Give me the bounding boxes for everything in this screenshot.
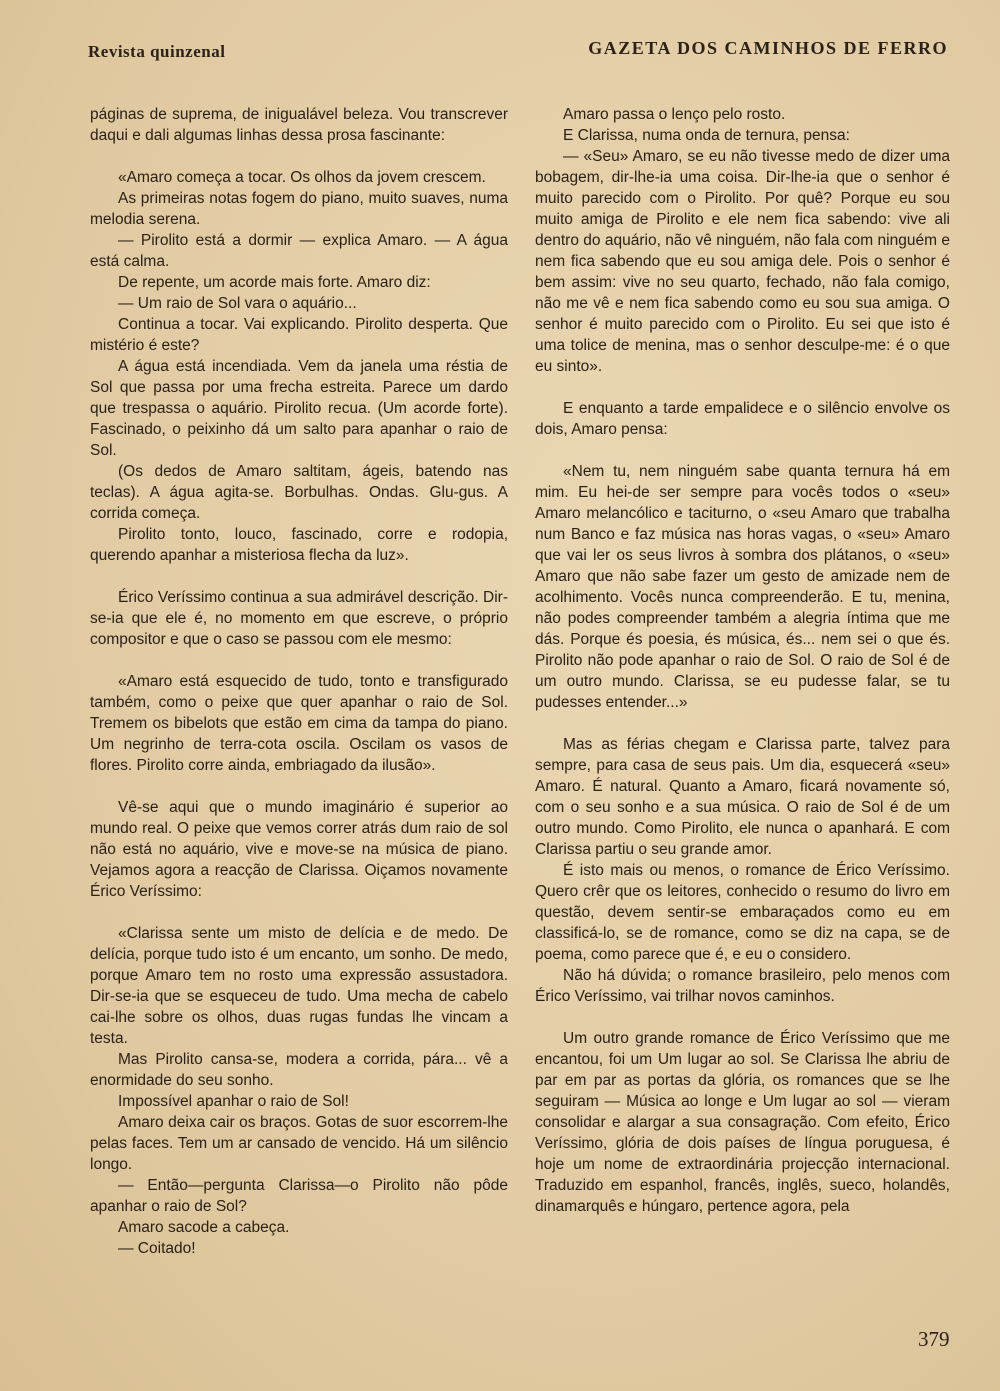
paragraph-gap xyxy=(90,776,508,797)
paragraph-gap xyxy=(90,566,508,587)
paragraph: Não há dúvida; o romance brasileiro, pelo menos com Érico Veríssimo, vai trilhar novos caminhos. xyxy=(535,967,950,1005)
paragraph-gap xyxy=(535,377,950,398)
paragraph-gap xyxy=(535,713,950,734)
paragraph: Pirolito tonto, louco, fascinado, corre e rodopia, querendo apanhar a misteriosa flecha da luz». xyxy=(90,526,508,564)
paragraph: — Coitado! xyxy=(118,1240,196,1257)
paragraph: As primeiras notas fogem do piano, muito suaves, numa melodia serena. xyxy=(90,190,508,228)
paragraph: Vê-se aqui que o mundo imaginário é superior ao mundo real. O peixe que vemos correr atrás dum raio de sol não está no aquário, vive e move-se na música de piano. Vejamos agora a reacção de Clarissa. Oiçamos novamente Érico Veríssimo: xyxy=(90,799,508,900)
paragraph: «Amaro está esquecido de tudo, tonto e transfigurado também, como o peixe que quer apanhar o raio de Sol. Tremem os bibelots que estão em cima da tampa do piano. Um negrinho de terra-cota oscila. Oscilam os vasos de flores. Pirolito corre ainda, embriagado da ilusão». xyxy=(90,673,508,774)
paragraph: E Clarissa, numa onda de ternura, pensa: xyxy=(563,127,850,144)
paragraph: De repente, um acorde mais forte. Amaro diz: xyxy=(118,274,431,291)
paragraph: Amaro passa o lenço pelo rosto. xyxy=(563,106,786,123)
paragraph: Amaro deixa cair os braços. Gotas de suor escorrem-lhe pelas faces. Tem um ar cansado de vencido. Há um silêncio longo. xyxy=(90,1114,508,1173)
paragraph: A água está incendiada. Vem da janela uma réstia de Sol que passa por uma frecha estreita. Parece um dardo que trespassa o aquário. Pirolito recua. (Um acorde forte). Fascinado, o peixinho dá um salto para apanhar o raio de Sol. xyxy=(90,358,508,459)
header-right: GAZETA DOS CAMINHOS DE FERRO xyxy=(588,38,948,58)
paragraph-gap xyxy=(535,440,950,461)
paragraph: É isto mais ou menos, o romance de Érico Veríssimo. Quero crêr que os leitores, conhecido o resumo do livro em questão, devem sentir-se embaraçados como eu em classificá-lo, se de romance, como se diz na capa, se de poema, como parece que é, e eu o considero. xyxy=(535,862,950,963)
header-left: Revista quinzenal xyxy=(88,42,226,61)
paragraph-gap xyxy=(90,146,508,167)
paragraph: Amaro sacode a cabeça. xyxy=(118,1219,290,1236)
paragraph: Érico Veríssimo continua a sua admirável descrição. Dir-se-ia que ele é, no momento em que escreve, o próprio compositor e que o caso se passou com ele mesmo: xyxy=(90,589,508,648)
paragraph: «Clarissa sente um misto de delícia e de medo. De delícia, porque tudo isto é um encanto, um sonho. De medo, porque Amaro tem no rosto uma expressão assustadora. Dir-se-ia que se esqueceu de tudo. Uma mecha de cabelo cai-lhe sobre os olhos, duas rugas fundas lhe vincam a testa. xyxy=(90,925,508,1047)
paragraph: «Amaro começa a tocar. Os olhos da jovem crescem. xyxy=(118,169,486,186)
left-column xyxy=(90,104,508,1259)
paragraph: Continua a tocar. Vai explicando. Pirolito desperta. Que mistério é este? xyxy=(90,316,508,354)
right-column xyxy=(535,104,950,1217)
paragraph: — Um raio de Sol vara o aquário... xyxy=(118,295,357,312)
paragraph-gap xyxy=(90,650,508,671)
paragraph: Um outro grande romance de Érico Veríssimo que me encantou, foi um Um lugar ao sol. Se Clarissa lhe abriu de par em par as portas da glória, os romances que se lhe seguiram — Música ao longe e Um lugar ao sol — vieram consolidar e alargar a sua consagração. Com efeito, Érico Veríssimo, glória de dois países de língua poruguesa, é hoje um nome de extraordinária projecção internacional. Traduzido em espanhol, francês, inglês, sueco, holandês, dinamarquês e húngaro, pertence agora, pela xyxy=(535,1030,950,1215)
paragraph: Mas Pirolito cansa-se, modera a corrida, pára... vê a enormidade do seu sonho. xyxy=(90,1051,508,1089)
paragraph: (Os dedos de Amaro saltitam, ágeis, batendo nas teclas). A água agita-se. Borbulhas. Ondas. Glu-gus. A corrida começa. xyxy=(90,463,508,522)
paragraph: E enquanto a tarde empalidece e o silêncio envolve os dois, Amaro pensa: xyxy=(535,400,950,438)
paragraph: Impossível apanhar o raio de Sol! xyxy=(118,1093,349,1110)
paragraph: — Pirolito está a dormir — explica Amaro. — A água está calma. xyxy=(90,232,508,270)
paragraph-gap xyxy=(90,902,508,923)
paragraph: páginas de suprema, de inigualável beleza. Vou transcrever daqui e dali algumas linhas dessa prosa fascinante: xyxy=(90,106,508,144)
paragraph: «Nem tu, nem ninguém sabe quanta ternura há em mim. Eu hei-de ser sempre para vocês todos o «seu» Amaro melancólico e taciturno, o «seu Amaro que trabalha num Banco e faz música nas horas vagas, o «seu» Amaro que vai ler os seus livros à sombra dos plátanos, o «seu» Amaro que não sabe fazer um gesto de amizade nem de acolhimento. Vocês nunca compreenderão. E tu, menina, não podes compreender também a alegria íntima que me dás. Porque és poesia, és música, és... nem sei o que és. Pirolito não pode apanhar o raio de Sol. O raio de Sol é de um outro mundo. Clarissa, se eu pudesse falar, se tu pudesses entender...» xyxy=(535,463,950,711)
paragraph: — Então—pergunta Clarissa—o Pirolito não pôde apanhar o raio de Sol? xyxy=(90,1177,508,1215)
paragraph: — «Seu» Amaro, se eu não tivesse medo de dizer uma bobagem, dir-lhe-ia uma coisa. Dir-lhe-ia que o senhor é muito parecido com o Pirolito. Por quê? Porque eu sou muito amiga de Pirolito e ele nem fica sabendo: vive ali dentro do aquário, não vê ninguém, não fala com ninguém e nem fica sabendo que eu sou amiga dele. Pois o senhor é bem assim: vive no seu quarto, fechado, não fala comigo, não me vê e nem fica sabendo como eu sou sua amiga. O senhor é muito parecido com o Pirolito. Eu sei que isto é uma tolice de menina, mas o senhor desculpe-me: é o que eu sinto». xyxy=(535,148,950,375)
page-number: 379 xyxy=(918,1327,950,1351)
paragraph: Mas as férias chegam e Clarissa parte, talvez para sempre, para casa de seus pais. Um dia, esquecerá «seu» Amaro. É natural. Quanto a Amaro, ficará novamente só, com o seu sonho e a sua música. O raio de Sol é de um outro mundo. Como Pirolito, ele nunca o apanhará. E com Clarissa partiu o seu grande amor. xyxy=(535,736,950,858)
paragraph-gap xyxy=(535,1007,950,1028)
